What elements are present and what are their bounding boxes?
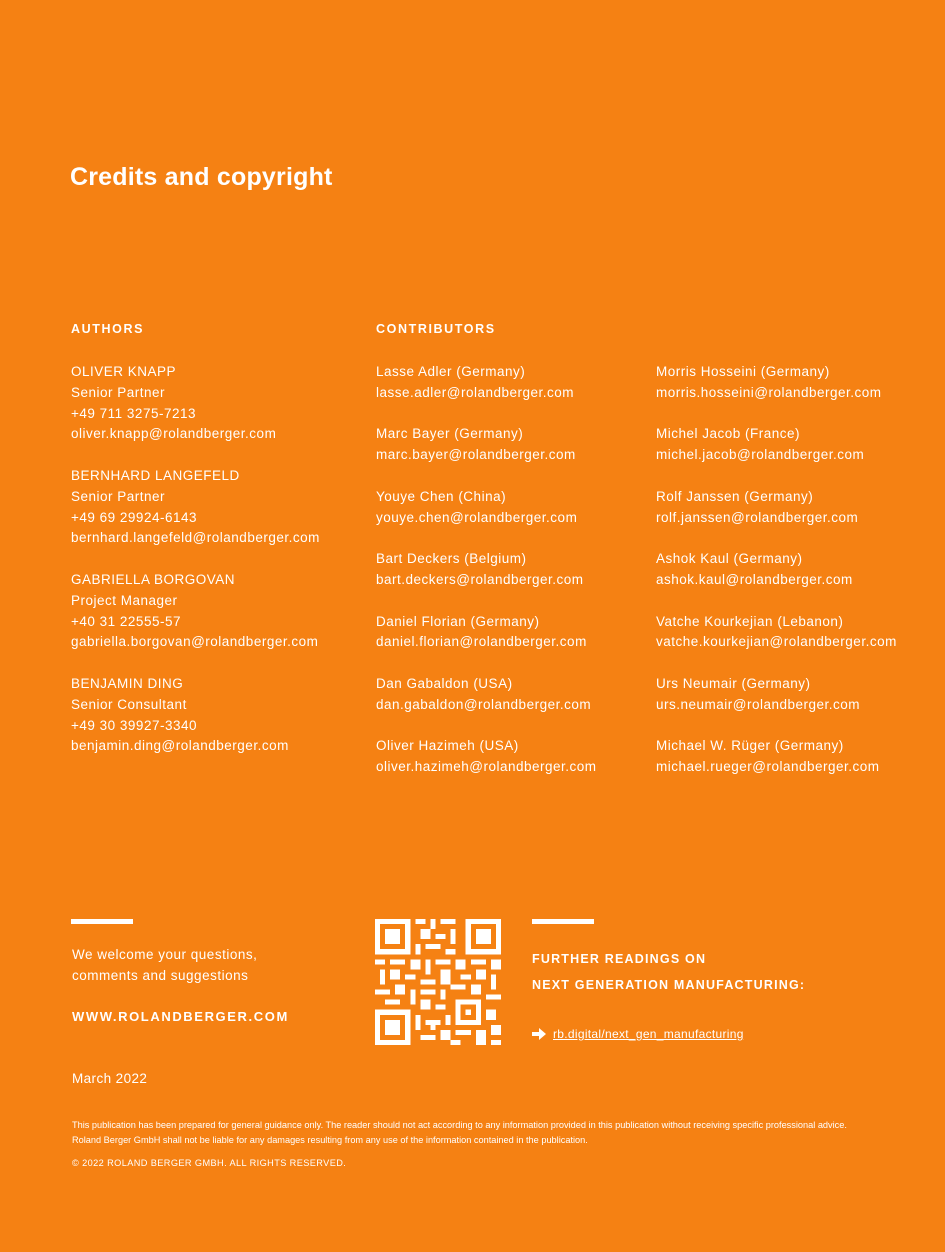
author-entry [71, 674, 320, 757]
author-role: Senior Consultant [71, 696, 187, 712]
contributor-email-link[interactable]: vatche.kourkejian@rolandberger.com [656, 634, 897, 650]
disclaimer-text: This publication has been prepared for general guidance only. The reader should not act according to any information provided in this publication without receiving specific professional advice. Roland Berger GmbH shall not be liable for any damages resulting from any use of the information contained in the publication. [72, 1120, 847, 1145]
contributor-entry [376, 424, 597, 466]
author-email-link[interactable]: oliver.knapp@rolandberger.com [71, 426, 277, 442]
authors-list [71, 362, 320, 778]
arrow-right-icon [532, 1028, 546, 1040]
author-email-link[interactable]: bernhard.langefeld@rolandberger.com [71, 530, 320, 546]
contributor-name: Bart Deckers (Belgium) [376, 551, 527, 567]
contributor-entry [376, 549, 597, 591]
contributor-email-link[interactable]: michael.rueger@rolandberger.com [656, 759, 880, 775]
contributor-entry [376, 612, 597, 654]
author-phone: +49 69 29924-6143 [71, 509, 197, 525]
author-role: Project Manager [71, 592, 178, 608]
page-title: Credits and copyright [70, 163, 333, 191]
divider-bar-left [71, 919, 133, 924]
contributor-name: Oliver Hazimeh (USA) [376, 738, 519, 754]
author-entry [71, 362, 320, 445]
contributor-email-link[interactable]: lasse.adler@rolandberger.com [376, 384, 575, 400]
contributor-name: Vatche Kourkejian (Lebanon) [656, 613, 844, 629]
contributor-name: Dan Gabaldon (USA) [376, 675, 513, 691]
further-readings-link-row[interactable] [532, 1027, 744, 1041]
author-role: Senior Partner [71, 384, 166, 400]
contributor-entry [656, 424, 897, 466]
author-phone: +40 31 22555-57 [71, 613, 181, 629]
contributors-heading: CONTRIBUTORS [376, 322, 496, 336]
further-readings-heading [532, 946, 805, 998]
contributor-entry [656, 736, 897, 778]
contributor-name: Morris Hosseini (Germany) [656, 364, 830, 379]
contributor-email-link[interactable]: ashok.kaul@rolandberger.com [656, 571, 853, 587]
author-name: OLIVER KNAPP [71, 364, 177, 379]
further-line-1: FURTHER READINGS ON [532, 952, 707, 966]
author-email-link[interactable]: gabriella.borgovan@rolandberger.com [71, 634, 319, 650]
contributor-name: Rolf Janssen (Germany) [656, 488, 814, 504]
contributor-name: Youye Chen (China) [376, 488, 507, 504]
contributor-name: Urs Neumair (Germany) [656, 675, 811, 691]
contributor-name: Michel Jacob (France) [656, 426, 801, 442]
author-email-link[interactable]: benjamin.ding@rolandberger.com [71, 738, 289, 754]
further-readings-link[interactable]: rb.digital/next_gen_manufacturing [553, 1027, 744, 1041]
copyright-text: © 2022 ROLAND BERGER GMBH. ALL RIGHTS RESERVED. [72, 1158, 347, 1168]
contributor-entry [376, 362, 597, 404]
contributor-email-link[interactable]: oliver.hazimeh@rolandberger.com [376, 759, 597, 775]
contributor-entry [656, 549, 897, 591]
contributors-column-1 [376, 362, 597, 799]
contributor-email-link[interactable]: michel.jacob@rolandberger.com [656, 447, 865, 463]
welcome-text [72, 945, 257, 987]
contributor-email-link[interactable]: youye.chen@rolandberger.com [376, 509, 578, 525]
publication-date: March 2022 [72, 1071, 148, 1086]
contributor-entry [656, 362, 897, 404]
contributor-name: Daniel Florian (Germany) [376, 613, 540, 629]
welcome-line-1: We welcome your questions, [72, 947, 258, 962]
contributor-name: Michael W. Rüger (Germany) [656, 738, 844, 754]
contributor-entry [376, 487, 597, 529]
contributor-entry [376, 736, 597, 778]
contributor-name: Ashok Kaul (Germany) [656, 551, 803, 567]
author-role: Senior Partner [71, 488, 166, 504]
contributor-name: Lasse Adler (Germany) [376, 364, 526, 379]
contributor-entry [376, 674, 597, 716]
further-line-2: NEXT GENERATION MANUFACTURING: [532, 978, 806, 992]
author-name: BENJAMIN DING [71, 675, 184, 691]
qr-code-icon [375, 919, 501, 1045]
contributor-entry [656, 487, 897, 529]
author-phone: +49 30 39927-3340 [71, 717, 197, 733]
author-entry [71, 570, 320, 653]
contributors-column-2 [656, 362, 897, 799]
contributor-email-link[interactable]: daniel.florian@rolandberger.com [376, 634, 587, 650]
website-link[interactable]: WWW.ROLANDBERGER.COM [72, 1009, 289, 1024]
divider-bar-right [532, 919, 594, 924]
authors-heading: AUTHORS [71, 322, 145, 336]
contributor-email-link[interactable]: morris.hosseini@rolandberger.com [656, 384, 882, 400]
contributor-email-link[interactable]: marc.bayer@rolandberger.com [376, 447, 576, 463]
author-name: BERNHARD LANGEFELD [71, 467, 240, 483]
contributor-email-link[interactable]: urs.neumair@rolandberger.com [656, 696, 861, 712]
welcome-line-2: comments and suggestions [72, 967, 249, 983]
contributor-entry [656, 674, 897, 716]
contributor-name: Marc Bayer (Germany) [376, 426, 524, 442]
author-phone: +49 711 3275-7213 [71, 405, 196, 421]
author-entry [71, 466, 320, 549]
contributor-entry [656, 612, 897, 654]
author-name: GABRIELLA BORGOVAN [71, 571, 236, 587]
contributor-email-link[interactable]: bart.deckers@rolandberger.com [376, 571, 584, 587]
contributor-email-link[interactable]: dan.gabaldon@rolandberger.com [376, 696, 592, 712]
contributor-email-link[interactable]: rolf.janssen@rolandberger.com [656, 509, 859, 525]
